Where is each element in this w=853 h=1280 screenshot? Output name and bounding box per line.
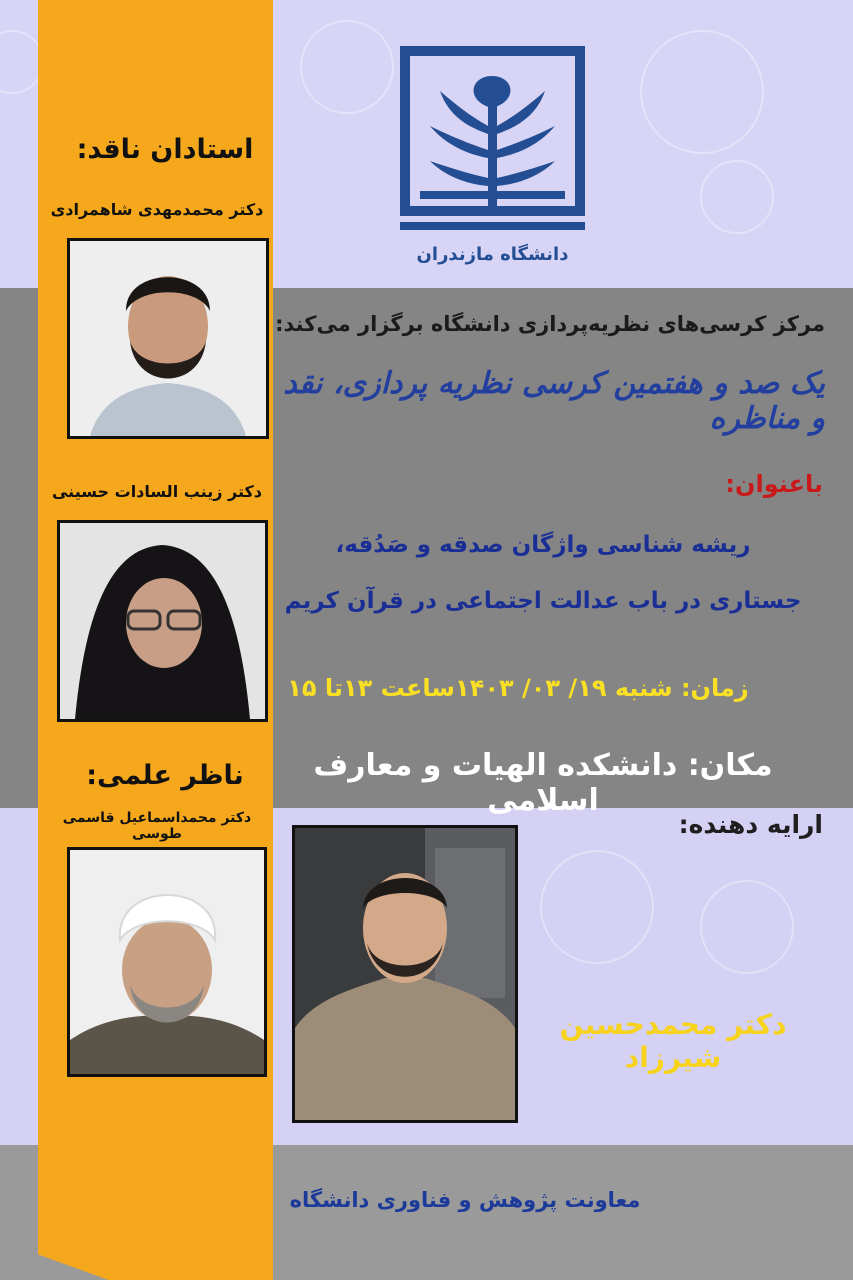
critic-name-1: دکتر محمدمهدی شاهمرادی bbox=[50, 200, 264, 219]
pattern-ornament bbox=[300, 20, 394, 114]
university-name: دانشگاه مازندران bbox=[416, 244, 569, 265]
critic-photo-2 bbox=[57, 520, 268, 722]
topic-line-1: ریشه شناسی واژگان صدقه و صَدُقه، bbox=[335, 532, 751, 558]
presenter-label: ارایه دهنده: bbox=[678, 810, 823, 839]
supervisor-heading: ناظر علمی: bbox=[86, 760, 244, 791]
supervisor-name: دکتر محمداسماعیل قاسمی طوسی bbox=[62, 810, 252, 842]
pattern-ornament bbox=[640, 30, 764, 154]
presenter-photo bbox=[292, 825, 518, 1123]
man-portrait-icon bbox=[295, 828, 515, 1120]
critic-name-2: دکتر زینب السادات حسینی bbox=[51, 482, 262, 501]
pattern-ornament bbox=[700, 160, 774, 234]
critics-heading: استادان ناقد: bbox=[76, 134, 254, 165]
cleric-portrait-icon bbox=[70, 850, 264, 1074]
pattern-ornament bbox=[540, 850, 654, 964]
university-logo-icon bbox=[400, 46, 585, 236]
organizer-line: مرکز کرسی‌های نظریه‌پردازی دانشگاه برگزار می‌کند: bbox=[275, 312, 825, 336]
main-title: یک صد و هفتمین کرسی نظریه پردازی، نقد و مناظره bbox=[283, 366, 825, 436]
presenter-name: دکتر محمدحسین شیرزاد bbox=[559, 1008, 787, 1074]
event-time: زمان: شنبه ۱۹/ ۰۳/ ۱۴۰۳ساعت ۱۳تا ۱۵ bbox=[287, 674, 749, 702]
man-portrait-icon bbox=[70, 241, 266, 436]
critic-photo-1 bbox=[67, 238, 269, 439]
woman-portrait-icon bbox=[60, 523, 265, 719]
topic-line-2: جستاری در باب عدالت اجتماعی در قرآن کریم bbox=[284, 588, 802, 614]
pattern-ornament bbox=[700, 880, 794, 974]
event-place: مکان: دانشکده الهیات و معارف اسلامی bbox=[313, 748, 773, 818]
topic-label: باعنوان: bbox=[725, 470, 823, 498]
footer-text: معاونت پژوهش و فناوری دانشگاه bbox=[289, 1188, 641, 1212]
supervisor-photo bbox=[67, 847, 267, 1077]
